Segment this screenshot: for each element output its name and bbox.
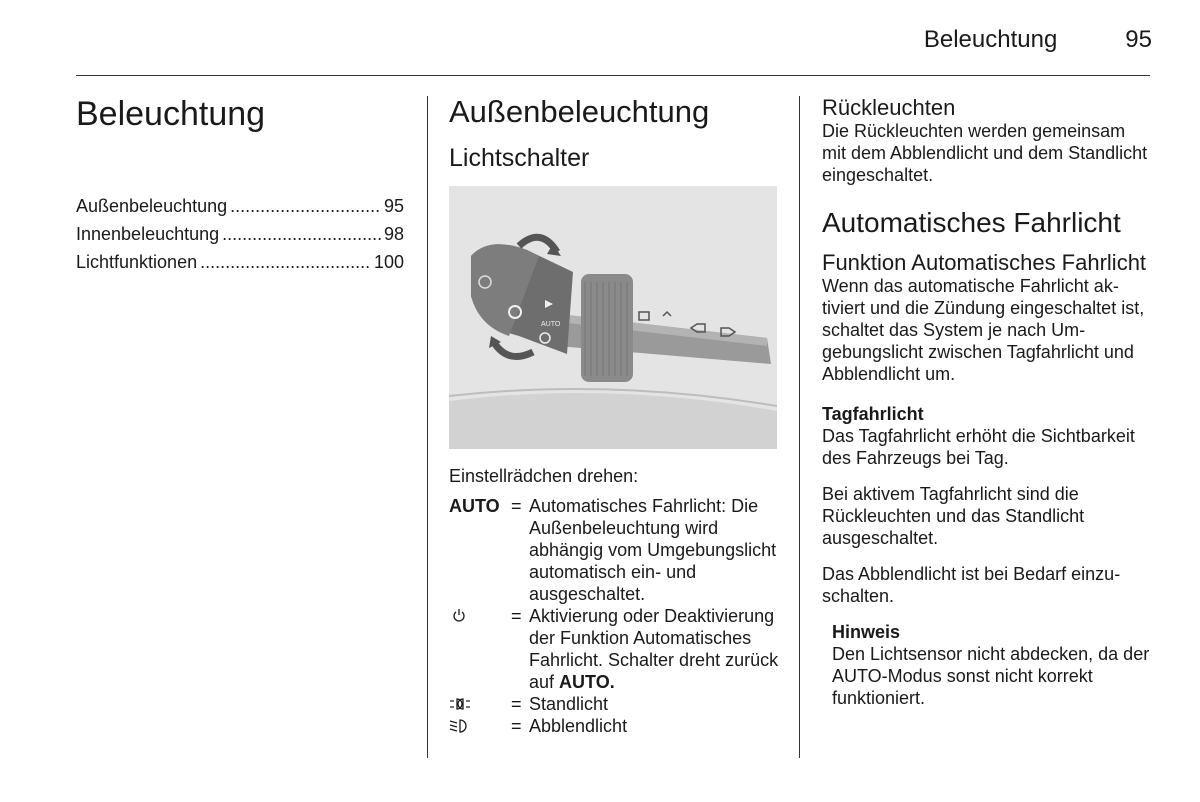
day-light-text-1: Das Tagfahrlicht erhöht die Sichtbarkeit des Fahrzeugs bei Tag. — [822, 426, 1135, 468]
toc-label: Innenbeleuchtung — [76, 224, 220, 244]
running-header — [924, 26, 1152, 54]
parking-light-icon — [449, 695, 471, 713]
toc-entry[interactable] — [76, 192, 404, 220]
low-beam-icon — [449, 717, 471, 735]
toc-entry[interactable] — [76, 248, 404, 276]
legend-key-lowbeam — [449, 715, 511, 737]
toc-label: Lichtfunktionen — [76, 252, 198, 272]
toc-leader — [230, 192, 381, 220]
chapter-title: Beleuchtung — [76, 95, 266, 133]
header-section-title: Beleuchtung — [923, 26, 1058, 53]
legend-equals: = — [511, 694, 522, 714]
legend-key-parking — [449, 693, 511, 715]
toc-page: 98 — [383, 224, 404, 244]
column-divider-right — [799, 96, 800, 758]
switch-legend — [449, 495, 779, 737]
rear-lights-text: Die Rückleuchten werden gemeinsam mit dem Abblendlicht und dem Standlicht eingeschaltet. — [822, 121, 1148, 185]
legend-desc: Standlicht — [529, 694, 609, 714]
automatic-light-title: Automatisches Fahrlicht — [822, 207, 1121, 238]
day-light-heading: Tagfahrlicht — [822, 404, 924, 424]
automatic-light-text: Wenn das automatische Fahrlicht aktiviert und die Zündung eingeschaltet ist, schaltet das System je nach Umgebungslicht zwischen Tagfahrlicht und Abblendlicht um. — [822, 276, 1145, 384]
legend-desc — [529, 605, 779, 693]
column-divider-left — [427, 96, 428, 758]
toc-leader — [200, 248, 371, 276]
legend-desc: Automatisches Fahrlicht: Die Außenbeleuchtung wird abhängig vom Umgebungslicht automatisch ein- und ausgeschaltet. — [529, 496, 777, 604]
column-chapter — [76, 92, 406, 276]
day-light-text-3: Das Abblendlicht ist bei Bedarf einzuschalten. — [822, 564, 1121, 606]
power-icon — [449, 607, 471, 625]
subsection-title: Lichtschalter — [449, 144, 590, 172]
toc-label: Außenbeleuchtung — [76, 196, 228, 216]
legend-key-auto: AUTO — [449, 496, 500, 516]
note-heading: Hinweis — [832, 622, 901, 642]
legend-equals: = — [511, 716, 522, 736]
day-light-text-2: Bei aktivem Tagfahrlicht sind die Rückleuchten und das Standlicht ausgeschaltet. — [822, 484, 1085, 548]
note-text: Den Lichtsensor nicht abdecken, da der AUTO-Modus sonst nicht korrekt funktioniert. — [832, 644, 1150, 708]
legend-row-auto — [449, 495, 779, 605]
legend-row-power — [449, 605, 779, 693]
legend-equals: = — [511, 496, 522, 516]
rear-lights-heading: Rückleuchten — [822, 95, 956, 120]
note-box — [832, 621, 1152, 709]
column-automatic-light — [822, 96, 1152, 709]
svg-text:AUTO: AUTO — [541, 321, 561, 328]
column-light-switch — [449, 92, 779, 737]
legend-key-power — [449, 605, 511, 693]
light-switch-illustration — [449, 186, 777, 449]
toc-page: 95 — [383, 196, 404, 216]
legend-equals: = — [511, 606, 522, 626]
legend-row-parking — [449, 693, 779, 715]
table-of-contents — [76, 192, 406, 276]
toc-entry[interactable] — [76, 220, 404, 248]
legend-desc-text: Aktivierung oder Deaktivierung der Funktion Automatisches Fahrlicht. Schalter dreht zurück auf — [529, 606, 779, 692]
legend-desc-bold: AUTO. — [559, 672, 615, 692]
legend-row-lowbeam — [449, 715, 779, 737]
toc-page: 100 — [373, 252, 404, 272]
section-title: Außenbeleuchtung — [449, 94, 710, 129]
legend-desc: Abblendlicht — [529, 716, 628, 736]
intro-text: Einstellrädchen drehen: — [449, 466, 639, 486]
header-rule — [76, 75, 1150, 76]
page-number: 95 — [1125, 26, 1152, 53]
toc-leader — [222, 220, 381, 248]
automatic-light-subtitle: Funktion Automatisches Fahrlicht — [822, 250, 1147, 275]
